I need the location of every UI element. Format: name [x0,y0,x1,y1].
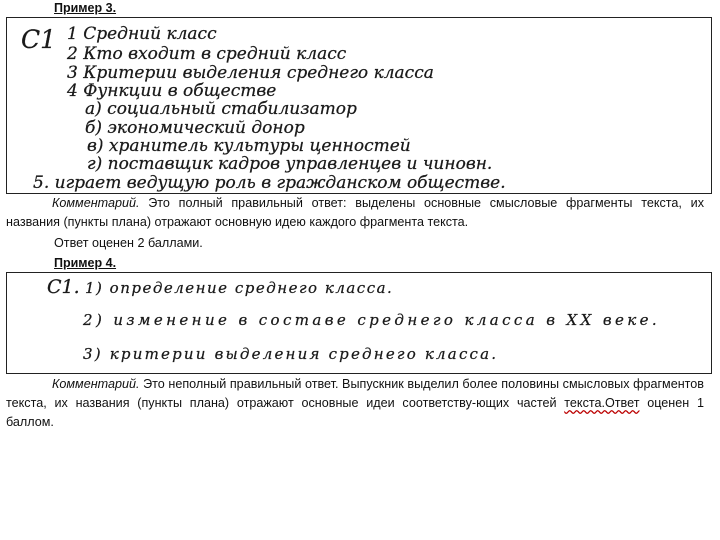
hw4-c1-label: C1. [47,276,80,298]
hw-line-1: 1 Средний класс [67,24,217,44]
example3-handwriting-svg [7,18,712,193]
hw-line-4a: а) социальный стабилизатор [85,99,357,119]
example4-comment-text: Это неполный правильный ответ. Выпускник выделил более половины смысловых фрагментов текста, их названия (пункты плана) отражают основные идеи соответству-ющих частей [6,377,704,410]
hw-line-2: 2 Кто входит в средний класс [67,44,347,64]
hw4-line-1: 1) определение среднего класса. [85,279,394,297]
example4-heading: Пример 4. [54,256,117,270]
hw-line-4d: г) поставщик кадров управленцев и чиновн. [87,154,493,174]
hw-line-4b: б) экономический донор [85,118,305,138]
example3-comment [6,194,704,232]
example3-comment-lead: Комментарий. [52,196,140,210]
example4-comment-lead: Комментарий. [52,377,140,391]
example3-comment-text: Это полный правильный ответ: выделены основные смысловые фрагменты текста, их названия (пункты плана) отражают основную идею каждого фрагмента текста. [6,196,704,229]
hw-c1-label: C1 [21,25,57,54]
spellcheck-underlined-text: текста.Ответ [564,396,640,410]
example4-handwriting-svg [7,273,712,373]
example4-comment [6,375,704,432]
hw-line-4: 4 Функции в обществе [67,81,277,101]
hw-line-4c: в) хранитель культуры ценностей [87,136,411,156]
example3-heading: Пример 3. [54,1,117,15]
example3-score: Ответ оценен 2 баллами. [54,236,203,250]
hw4-line-3: 3) критерии выделения среднего класса. [83,345,499,363]
hw-line-3: 3 Критерии выделения среднего класса [67,63,434,83]
example4-comment-end: оценен 1 баллом. [6,396,704,429]
hw4-line-2: 2) изменение в составе среднего класса в ХХ веке. [83,311,661,329]
example4-handwritten-scan [6,272,712,374]
hw-line-5: 5. играет ведущую роль в гражданском обществе. [33,173,506,193]
example3-handwritten-scan [6,17,712,194]
